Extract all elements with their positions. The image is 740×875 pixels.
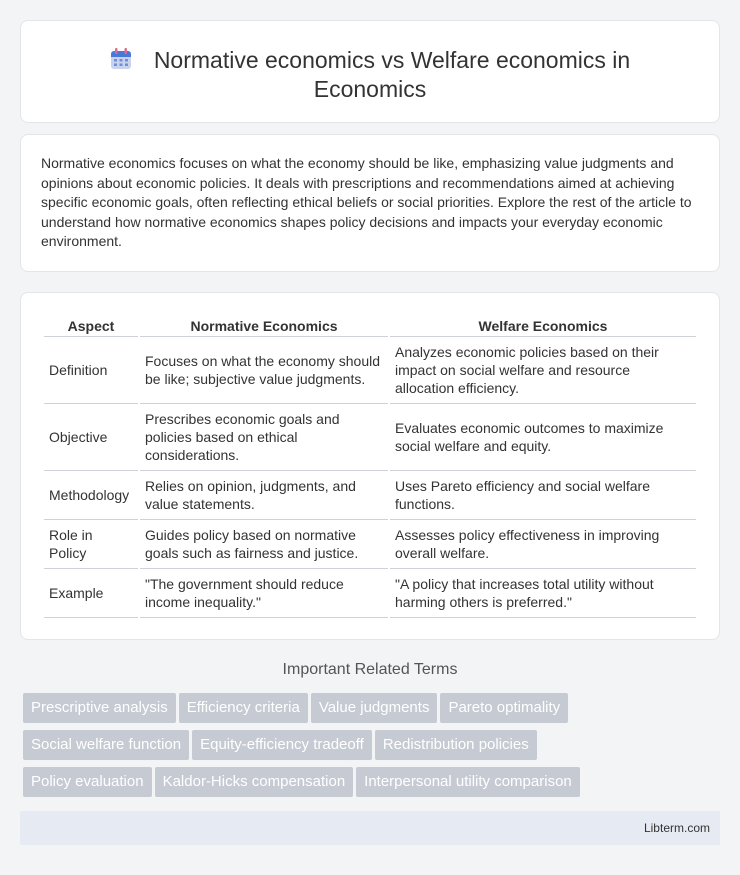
row-normative: Prescribes economic goals and policies based on ethical considerations. xyxy=(140,404,388,471)
tag-value-judgments[interactable]: Value judgments xyxy=(311,693,438,723)
tag-prescriptive-analysis[interactable]: Prescriptive analysis xyxy=(23,693,176,723)
row-normative: "The government should reduce income inequality." xyxy=(140,569,388,618)
tag-kaldor-hicks-compensation[interactable]: Kaldor-Hicks compensation xyxy=(155,767,354,797)
tag-social-welfare-function[interactable]: Social welfare function xyxy=(23,730,189,760)
tag-redistribution-policies[interactable]: Redistribution policies xyxy=(375,730,537,760)
row-welfare: "A policy that increases total utility without harming others is preferred." xyxy=(390,569,696,618)
tag-row xyxy=(23,693,723,730)
row-welfare: Assesses policy effectiveness in improving overall welfare. xyxy=(390,520,696,569)
table-header-row xyxy=(44,315,696,337)
table-row xyxy=(44,404,696,471)
row-aspect: Role in Policy xyxy=(44,520,138,569)
header-normative: Normative Economics xyxy=(140,315,388,337)
header-welfare: Welfare Economics xyxy=(390,315,696,337)
title-line-2: Economics xyxy=(313,76,427,102)
comparison-card xyxy=(20,292,720,640)
footer-brand-link[interactable]: Libterm.com xyxy=(643,821,710,835)
row-aspect: Objective xyxy=(44,404,138,471)
tag-policy-evaluation[interactable]: Policy evaluation xyxy=(23,767,152,797)
table-row xyxy=(44,337,696,404)
row-welfare: Analyzes economic policies based on their impact on social welfare and resource allocation efficiency. xyxy=(390,337,696,404)
table-row xyxy=(44,520,696,569)
title-card xyxy=(20,20,720,123)
calendar-icon xyxy=(110,48,132,70)
related-terms-title: Important Related Terms xyxy=(282,661,458,678)
intro-card xyxy=(20,134,720,272)
table-row xyxy=(44,471,696,520)
row-normative: Guides policy based on normative goals such as fairness and justice. xyxy=(140,520,388,569)
tag-row xyxy=(23,730,723,767)
row-normative: Focuses on what the economy should be like; subjective value judgments. xyxy=(140,337,388,404)
comparison-table xyxy=(42,315,698,618)
table-row xyxy=(44,569,696,618)
tag-row xyxy=(23,767,723,804)
tag-equity-efficiency-tradeoff[interactable]: Equity-efficiency tradeoff xyxy=(192,730,372,760)
row-normative: Relies on opinion, judgments, and value statements. xyxy=(140,471,388,520)
footer xyxy=(20,811,720,845)
tag-efficiency-criteria[interactable]: Efficiency criteria xyxy=(179,693,308,723)
row-aspect: Methodology xyxy=(44,471,138,520)
related-terms-list xyxy=(23,693,723,804)
row-welfare: Uses Pareto efficiency and social welfare functions. xyxy=(390,471,696,520)
tag-pareto-optimality[interactable]: Pareto optimality xyxy=(440,693,568,723)
row-aspect: Definition xyxy=(44,337,138,404)
title-line-1: Normative economics vs Welfare economics in xyxy=(153,47,631,73)
row-welfare: Evaluates economic outcomes to maximize social welfare and equity. xyxy=(390,404,696,471)
tag-interpersonal-utility-comparison[interactable]: Interpersonal utility comparison xyxy=(356,767,580,797)
intro-paragraph: Normative economics focuses on what the economy should be like, emphasizing value judgments and opinions about economic policies. It deals with prescriptions and recommendations aimed at achieving specific economic goals, often reflecting ethical beliefs or social priorities. Explore the rest of the article to understand how normative economics shapes policy decisions and impacts your everyday economic environment. xyxy=(41,155,692,249)
row-aspect: Example xyxy=(44,569,138,618)
page-title xyxy=(21,46,719,104)
header-aspect: Aspect xyxy=(44,315,138,337)
